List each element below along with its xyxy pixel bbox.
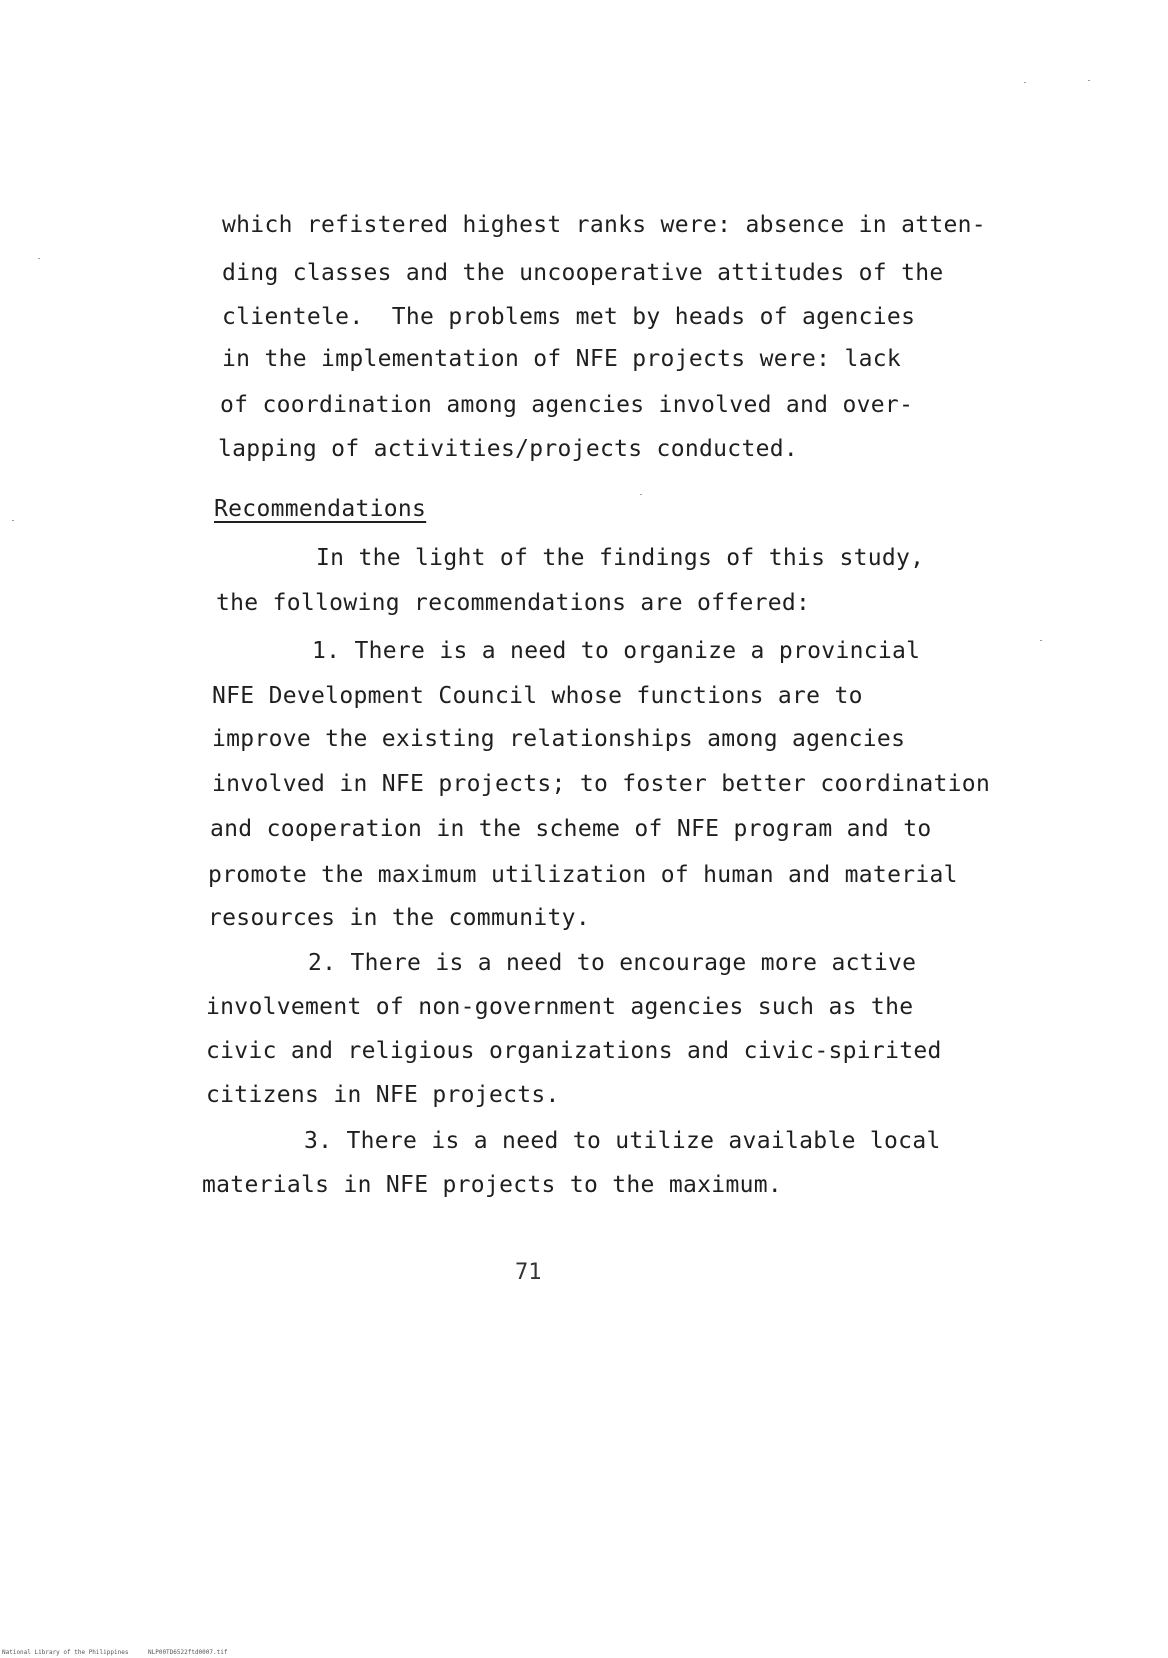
scan-speck: [1040, 640, 1042, 641]
text-line: the following recommendations are offered:: [216, 590, 811, 616]
text-line: NFE Development Council whose functions are to: [212, 683, 863, 709]
text-line: 2. There is a need to encourage more active: [308, 950, 917, 976]
text-line: and cooperation in the scheme of NFE program and to: [210, 816, 932, 842]
text-line: materials in NFE projects to the maximum.: [202, 1172, 783, 1198]
footer-file: NLP00TD6522ftd0007.tif: [148, 1649, 228, 1656]
text-line: In the light of the findings of this study,: [316, 545, 925, 571]
text-line: in the implementation of NFE projects were: lack: [222, 346, 902, 372]
text-line: lapping of activities/projects conducted.: [218, 436, 799, 462]
scan-speck: [1088, 80, 1090, 81]
text-line: of coordination among agencies involved and over-: [220, 392, 914, 418]
text-line: clientele. The problems met by heads of agencies: [222, 304, 916, 330]
text-line: ding classes and the uncooperative attitudes of the: [222, 260, 944, 286]
text-line: improve the existing relationships among agencies: [212, 726, 906, 752]
footer-library: National Library of the Philippines: [2, 1649, 129, 1656]
section-heading: Recommendations: [214, 496, 427, 522]
text-line: citizens in NFE projects.: [206, 1082, 560, 1108]
scan-speck: [12, 520, 14, 521]
text-line: involved in NFE projects; to foster better coordination: [212, 771, 991, 797]
text-line: which refistered highest ranks were: absence in atten-: [222, 212, 986, 238]
text-line: 1. There is a need to organize a provincial: [312, 638, 921, 664]
text-line: promote the maximum utilization of human and material: [208, 862, 958, 888]
text-line: 3. There is a need to utilize available local: [304, 1128, 941, 1154]
page-number: 71: [515, 1260, 542, 1285]
scan-speck: [640, 494, 642, 495]
scan-speck: [38, 258, 40, 259]
text-line: resources in the community.: [208, 905, 590, 931]
scan-speck: [1024, 82, 1026, 83]
text-line: involvement of non-government agencies such as the: [206, 994, 914, 1020]
text-line: civic and religious organizations and civic-spirited: [206, 1038, 942, 1064]
